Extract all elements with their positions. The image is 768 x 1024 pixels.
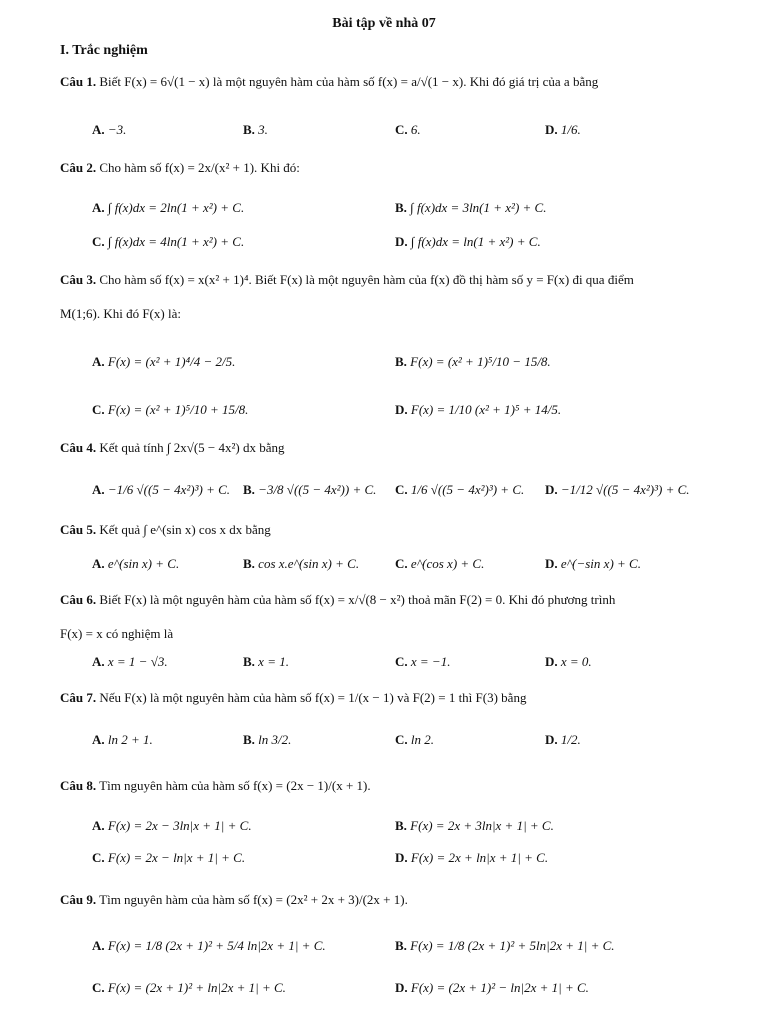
option-text: F(x) = 2x − ln|x + 1| + C. — [107, 850, 246, 865]
question-6-continued: F(x) = x có nghiệm là — [60, 626, 174, 641]
option-letter: A. — [92, 122, 108, 137]
option-letter: B. — [243, 732, 259, 747]
option-text: ∫ f(x)dx = 3ln(1 + x²) + C. — [410, 200, 547, 215]
option-text: F(x) = 2x − 3ln|x + 1| + C. — [107, 818, 252, 833]
option-text: 3. — [258, 122, 268, 137]
option-text: F(x) = 2x + ln|x + 1| + C. — [410, 850, 549, 865]
question-label: Câu 9. — [60, 892, 97, 907]
option-text: F(x) = 2x + 3ln|x + 1| + C. — [410, 818, 554, 833]
question-8 — [60, 778, 371, 794]
option-c — [92, 234, 244, 250]
option-text: F(x) = 1/8 (2x + 1)² + 5ln|2x + 1| + C. — [410, 938, 615, 953]
question-text: Nếu F(x) là một nguyên hàm của hàm số f(x) = 1/(x − 1) và F(2) = 1 thì F(3) bằng — [99, 690, 527, 705]
option-a — [92, 354, 235, 370]
option-a — [92, 482, 230, 498]
question-5 — [60, 522, 271, 538]
option-d — [545, 482, 690, 498]
option-b — [395, 354, 551, 370]
question-6 — [60, 592, 615, 608]
question-label: Câu 2. — [60, 160, 97, 175]
option-c — [395, 732, 434, 748]
option-a — [92, 732, 153, 748]
question-label: Câu 5. — [60, 522, 97, 537]
option-text: F(x) = (2x + 1)² − ln|2x + 1| + C. — [410, 980, 589, 995]
option-letter: C. — [395, 122, 411, 137]
option-c — [395, 482, 524, 498]
option-letter: C. — [395, 482, 411, 497]
option-d — [545, 654, 592, 670]
option-letter: B. — [243, 482, 259, 497]
option-text: cos x.e^(sin x) + C. — [258, 556, 360, 571]
option-text: x = 0. — [560, 654, 592, 669]
option-b — [243, 732, 291, 748]
option-text: x = −1. — [410, 654, 451, 669]
option-a — [92, 200, 244, 216]
option-letter: C. — [395, 654, 411, 669]
option-text: x = 1 − √3. — [107, 654, 168, 669]
question-4 — [60, 440, 285, 456]
option-a — [92, 654, 168, 670]
option-letter: D. — [545, 556, 561, 571]
option-letter: C. — [92, 234, 108, 249]
option-letter: C. — [395, 732, 411, 747]
option-c — [395, 654, 450, 670]
question-text: Kết quả tính ∫ 2x√(5 − 4x²) dx bằng — [99, 440, 285, 455]
option-letter: A. — [92, 654, 108, 669]
option-text: F(x) = 1/10 (x² + 1)⁵ + 14/5. — [410, 402, 562, 417]
question-3-continued: M(1;6). Khi đó F(x) là: — [60, 306, 181, 321]
option-text: ∫ f(x)dx = 2ln(1 + x²) + C. — [107, 200, 245, 215]
option-text: −1/6 √((5 − 4x²)³) + C. — [107, 482, 231, 497]
option-a — [92, 556, 179, 572]
option-text: ln 3/2. — [258, 732, 292, 747]
option-b — [243, 122, 268, 138]
option-letter: A. — [92, 732, 108, 747]
option-text: F(x) = (x² + 1)⁵/10 − 15/8. — [410, 354, 551, 369]
question-9 — [60, 892, 408, 908]
question-text: Cho hàm số f(x) = x(x² + 1)⁴. Biết F(x) là một nguyên hàm của f(x) đồ thị hàm số y = F(x) đi qua điểm — [99, 272, 634, 287]
option-a — [92, 122, 126, 138]
option-text: 1/6. — [560, 122, 581, 137]
option-b — [395, 200, 546, 216]
option-d — [545, 122, 581, 138]
option-letter: A. — [92, 200, 108, 215]
option-text: 6. — [410, 122, 421, 137]
option-a — [92, 938, 326, 954]
option-d — [545, 732, 581, 748]
question-label: Câu 1. — [60, 74, 97, 89]
option-letter: A. — [92, 938, 108, 953]
option-b — [395, 938, 615, 954]
option-a — [92, 818, 252, 834]
option-text: e^(−sin x) + C. — [560, 556, 641, 571]
option-text: ln 2 + 1. — [107, 732, 153, 747]
option-text: −3. — [107, 122, 127, 137]
option-letter: B. — [395, 200, 411, 215]
option-text: −1/12 √((5 − 4x²)³) + C. — [560, 482, 690, 497]
option-c — [395, 122, 421, 138]
option-d — [545, 556, 641, 572]
question-label: Câu 8. — [60, 778, 97, 793]
option-text: F(x) = (x² + 1)⁵/10 + 15/8. — [107, 402, 249, 417]
option-letter: D. — [395, 980, 411, 995]
option-c — [395, 556, 484, 572]
question-1 — [60, 74, 598, 90]
option-d — [395, 234, 541, 250]
question-text: Tìm nguyên hàm của hàm số f(x) = (2x − 1)/(x + 1). — [99, 778, 371, 793]
option-letter: D. — [545, 122, 561, 137]
option-letter: B. — [395, 818, 411, 833]
option-text: ∫ f(x)dx = ln(1 + x²) + C. — [410, 234, 541, 249]
question-label: Câu 3. — [60, 272, 97, 287]
option-text: ln 2. — [410, 732, 435, 747]
option-text: F(x) = 1/8 (2x + 1)² + 5/4 ln|2x + 1| + C. — [107, 938, 326, 953]
option-letter: B. — [243, 556, 259, 571]
question-label: Câu 4. — [60, 440, 97, 455]
option-letter: D. — [395, 402, 411, 417]
option-letter: B. — [395, 938, 411, 953]
question-text: Biết F(x) = 6√(1 − x) là một nguyên hàm của hàm số f(x) = a/√(1 − x). Khi đó giá trị của a bằng — [99, 74, 599, 89]
option-letter: A. — [92, 354, 108, 369]
question-text: Cho hàm số f(x) = 2x/(x² + 1). Khi đó: — [99, 160, 300, 175]
option-letter: D. — [395, 850, 411, 865]
option-letter: B. — [395, 354, 411, 369]
option-d — [395, 402, 561, 418]
option-text: e^(cos x) + C. — [410, 556, 485, 571]
option-text: x = 1. — [258, 654, 289, 669]
option-letter: B. — [243, 122, 259, 137]
option-c — [92, 402, 248, 418]
question-3 — [60, 272, 634, 288]
option-text: F(x) = (2x + 1)² + ln|2x + 1| + C. — [107, 980, 286, 995]
question-text: Biết F(x) là một nguyên hàm của hàm số f(x) = x/√(8 − x²) thoả mãn F(2) = 0. Khi đó phương trình — [99, 592, 616, 607]
option-d — [395, 850, 548, 866]
option-letter: D. — [545, 482, 561, 497]
option-b — [243, 556, 359, 572]
option-letter: D. — [545, 654, 561, 669]
option-letter: D. — [545, 732, 561, 747]
option-text: F(x) = (x² + 1)⁴/4 − 2/5. — [107, 354, 236, 369]
option-letter: A. — [92, 818, 108, 833]
section-heading: I. Trắc nghiệm — [60, 43, 148, 58]
option-letter: C. — [92, 402, 108, 417]
page-title: Bài tập về nhà 07 — [332, 16, 436, 31]
option-text: e^(sin x) + C. — [107, 556, 180, 571]
option-b — [243, 654, 289, 670]
option-text: 1/2. — [560, 732, 581, 747]
option-b — [395, 818, 554, 834]
question-text: Kết quả ∫ e^(sin x) cos x dx bằng — [99, 522, 271, 537]
option-c — [92, 850, 245, 866]
option-letter: C. — [395, 556, 411, 571]
question-label: Câu 7. — [60, 690, 97, 705]
option-b — [243, 482, 376, 498]
option-text: ∫ f(x)dx = 4ln(1 + x²) + C. — [107, 234, 245, 249]
option-letter: C. — [92, 850, 108, 865]
option-letter: A. — [92, 556, 108, 571]
question-text: Tìm nguyên hàm của hàm số f(x) = (2x² + 2x + 3)/(2x + 1). — [99, 892, 408, 907]
question-2 — [60, 160, 300, 176]
question-label: Câu 6. — [60, 592, 97, 607]
option-d — [395, 980, 589, 996]
option-text: 1/6 √((5 − 4x²)³) + C. — [410, 482, 525, 497]
option-letter: B. — [243, 654, 259, 669]
option-letter: A. — [92, 482, 108, 497]
question-7 — [60, 690, 526, 706]
option-text: −3/8 √((5 − 4x²)) + C. — [258, 482, 377, 497]
option-letter: C. — [92, 980, 108, 995]
option-letter: D. — [395, 234, 411, 249]
option-c — [92, 980, 286, 996]
